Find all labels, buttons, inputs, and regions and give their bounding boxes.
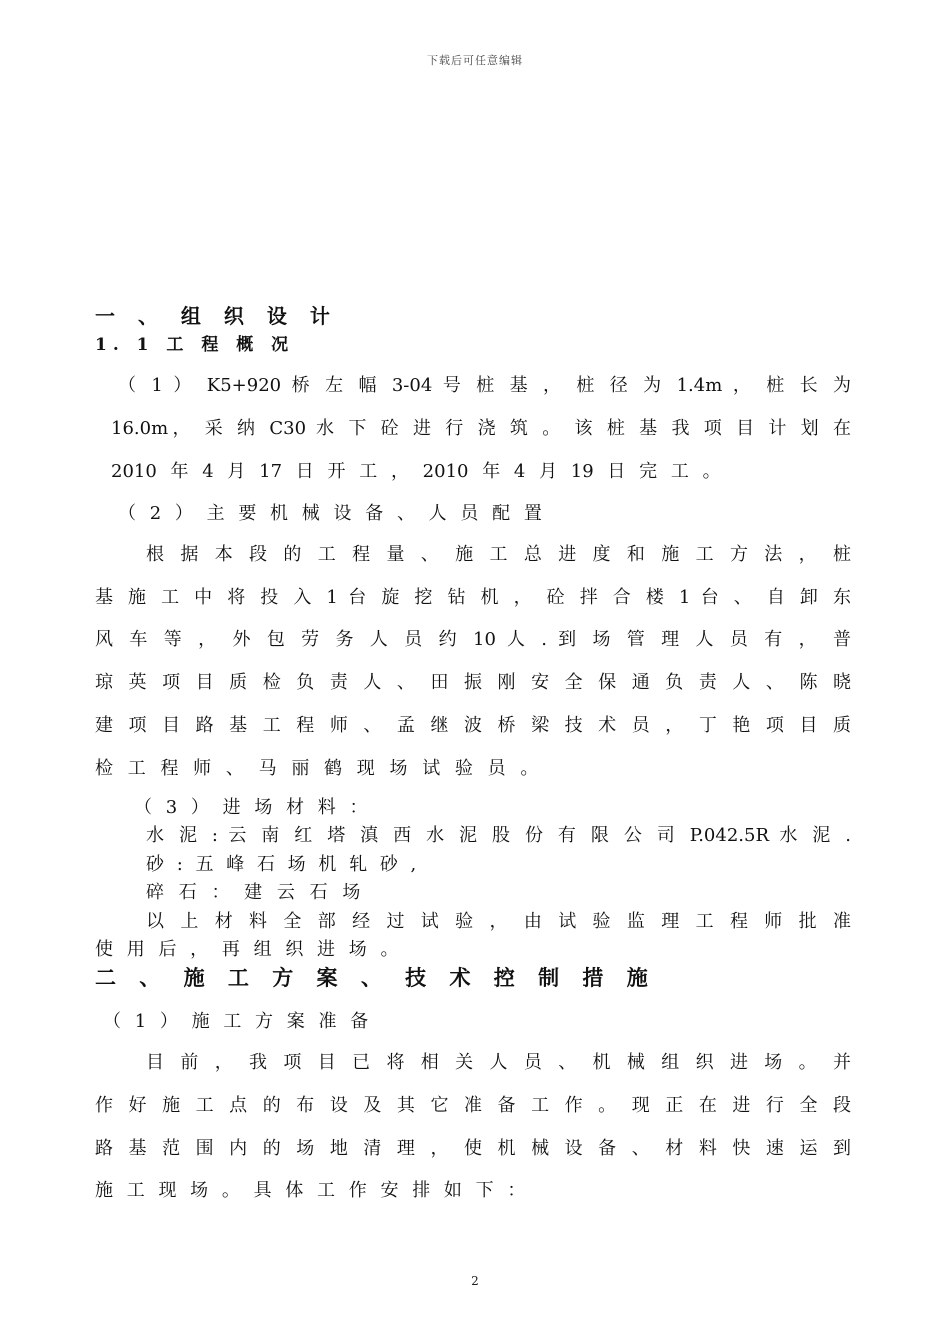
paragraph-line: 2010 年 4 月 17 日 开 工 ， 2010 年 4 月 19 日 完 工 。	[111, 461, 721, 482]
paragraph-line: （ 1 ） K5+920 桥 左 幅 3-04 号 桩 基 ， 桩 径 为 1.4m ， 桩 长 为	[118, 375, 851, 396]
page-header: 下载后可任意编辑	[427, 54, 523, 67]
section-heading-2: 二 、 施 工 方 案 、 技 术 控 制 措 施	[95, 965, 656, 990]
paragraph-line: 琼 英 项 目 质 检 负 责 人 、 田 振 刚 安 全 保 通 负 责 人 、 陈 晓	[95, 672, 851, 693]
paragraph-line: 施 工 现 场 。 具 体 工 作 安 排 如 下 ：	[95, 1180, 526, 1201]
paragraph-line: 16.0m， 采 纳 C30 水 下 砼 进 行 浇 筑 。 该 桩 基 我 项 目 计 划 在	[111, 418, 851, 439]
subheading-materials: （ 3 ） 进 场 材 料 ：	[134, 797, 368, 818]
paragraph-line: 目 前 ， 我 项 目 已 将 相 关 人 员 、 机 械 组 织 进 场 。 并	[146, 1052, 851, 1073]
paragraph-line: 路 基 范 围 内 的 场 地 清 理 ， 使 机 械 设 备 、 材 料 快 速 运 到	[95, 1138, 851, 1159]
paragraph-line: 基 施 工 中 将 投 入 1 台 旋 挖 钻 机 ， 砼 拌 合 楼 1 台 、 自 卸 东	[95, 587, 851, 608]
paragraph-line: 风 车 等 ， 外 包 劳 务 人 员 约 10 人 . 到 场 管 理 人 员 有 ， 普	[95, 629, 851, 650]
material-sand: 砂 : 五 峰 石 场 机 轧 砂 ,	[146, 854, 417, 875]
paragraph-line: 检 工 程 师 、 马 丽 鹤 现 场 试 验 员 。	[95, 758, 539, 779]
material-cement: 水 泥 : 云 南 红 塔 滇 西 水 泥 股 份 有 限 公 司 P.042.5R 水 泥 .	[146, 825, 851, 846]
subsection-heading-1-1: 1. 1 工 程 概 况	[95, 335, 295, 355]
paragraph-line: 以 上 材 料 全 部 经 过 试 验 ， 由 试 验 监 理 工 程 师 批 准	[146, 911, 851, 932]
material-gravel: 碎 石 ： 建 云 石 场	[146, 882, 361, 903]
paragraph-line: 根 据 本 段 的 工 程 量 、 施 工 总 进 度 和 施 工 方 法 ， 桩	[146, 544, 851, 565]
paragraph-line: 作 好 施 工 点 的 布 设 及 其 它 准 备 工 作 。 现 正 在 进 行 全 段	[95, 1095, 851, 1116]
page-number: 2	[471, 1274, 479, 1288]
subheading-equipment: （ 2 ） 主 要 机 械 设 备 、 人 员 配 置	[118, 503, 542, 524]
subheading-plan: （ 1 ） 施 工 方 案 准 备	[103, 1011, 369, 1032]
paragraph-line: 使 用 后 ， 再 组 织 进 场 。	[95, 939, 399, 960]
section-heading-1: 一 、 组 织 设 计	[95, 304, 338, 328]
paragraph-line: 建 项 目 路 基 工 程 师 、 孟 继 波 桥 梁 技 术 员 ， 丁 艳 项 目 质	[95, 715, 851, 736]
